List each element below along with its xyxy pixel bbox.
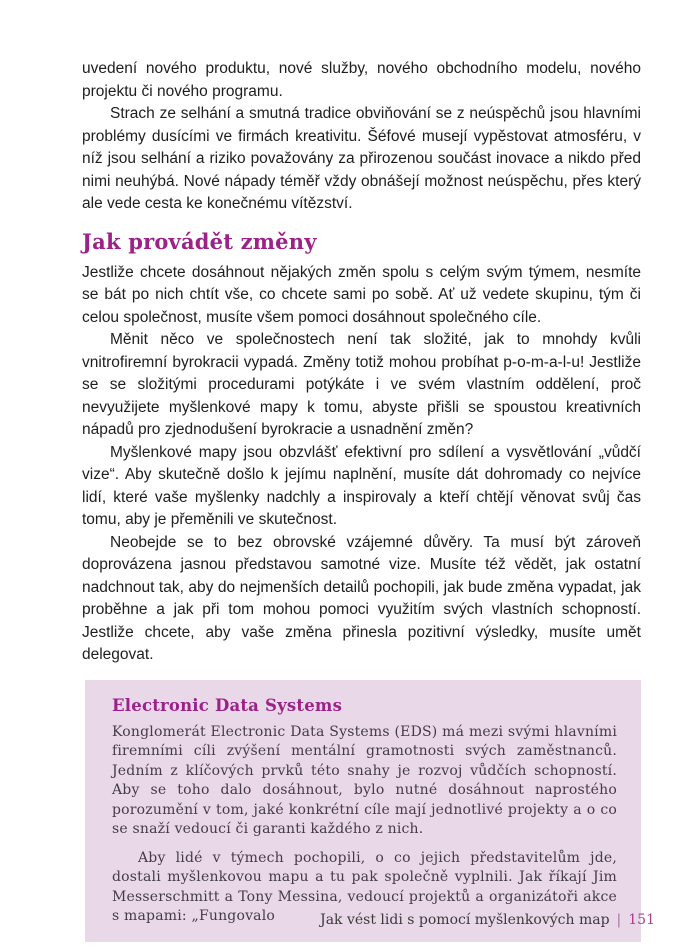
paragraph: Jestliže chcete dosáhnout nějakých změn spolu s celým svým týmem, nesmíte se bát po nich chtít vše, co chcete sami po sobě. Ať už vedete skupinu, tým či celou společnost, musíte všem pomoci dosáhnout společného cíle. xyxy=(82,263,641,326)
chapter-title: Jak vést lidi s pomocí myšlenkových map xyxy=(320,912,610,928)
content-area xyxy=(82,58,641,942)
paragraph: uvedení nového produktu, nové služby, nového obchodního modelu, nového projektu či nového programu. xyxy=(82,60,641,100)
highlight-box xyxy=(85,680,641,942)
paragraph: Strach ze selhání a smutná tradice obviňování se z neúspěchů jsou hlavními problémy dusícími ve firmách kreativitu. Šéfové musejí vypěstovat atmosféru, v níž jsou selhání a riziko považovány za přirozenou součást inovace a nikdo před nimi neuhýbá. Nové nápady téměř vždy obnášejí možnost neúspěchu, přes který ale vede cesta ke konečnému vítězství. xyxy=(82,105,641,212)
page-footer xyxy=(320,912,655,928)
box-paragraph: Konglomerát Electronic Data Systems (EDS) má mezi svými hlavními firemními cíli zvýšení mentální gramotnosti svých zaměstnanců. Jedním z klíčových prvků této snahy je rozvoj vůdčích schopností. Aby se toho dalo dosáhnout, bylo nutné dosáhnout naprostého porozumění v tom, jaké konkrétní cíle mají jednotlivé projekty a o co se snaží vedoucí či garanti každého z nich. xyxy=(112,723,617,837)
footer-separator: | xyxy=(616,912,622,928)
paragraph: Měnit něco ve společnostech není tak složité, jak to mnohdy kvůli vnitrofiremní byrokracii vypadá. Změny totiž mohou probíhat p-o-m-a-l-u! Jestliže se se složitými procedurami potýkáte i ve svém vlastním oddělení, proč nevyužijete myšlenkové mapy k tomu, abyste přišli se spoustou kreativních nápadů pro zjednodušení byrokracie a usnadnění změn? xyxy=(82,331,641,438)
box-heading: Electronic Data Systems xyxy=(112,695,343,715)
paragraph: Myšlenkové mapy jsou obzvlášť efektivní pro sdílení a vysvětlování „vůdčí vize“. Aby skutečně došlo k jejímu naplnění, musíte dát dohromady co nejvíce lidí, které vaše myšlenky nadchly a inspirovaly a kteří chtějí věnovat svůj čas tomu, aby je přeměnili ve skutečnost. xyxy=(82,443,641,528)
paragraph: Neobejde se to bez obrovské vzájemné důvěry. Ta musí být zároveň doprovázena jasnou představou samotné vize. Musíte též vědět, jak ostatní nadchnout tak, aby do nejmenších detailů pochopili, jak bude změna vypadat, jak proběhne a jak při tom mohou pomoci využitím svých vlastních schopností. Jestliže chcete, aby vaše změna přinesla pozitivní výsledky, musíte umět delegovat. xyxy=(82,533,641,663)
section-heading: Jak provádět změny xyxy=(82,228,317,254)
page-number: 151 xyxy=(628,912,655,928)
box-paragraph: Aby lidé v týmech pochopili, o co jejich představitelům jde, dostali myšlenkovou mapu a tu pak společně vyplnili. Jak říkají Jim Messerschmitt a Tony Messina, vedoucí projektů a organizátoři akce s mapami: „Fungovalo xyxy=(112,849,617,924)
